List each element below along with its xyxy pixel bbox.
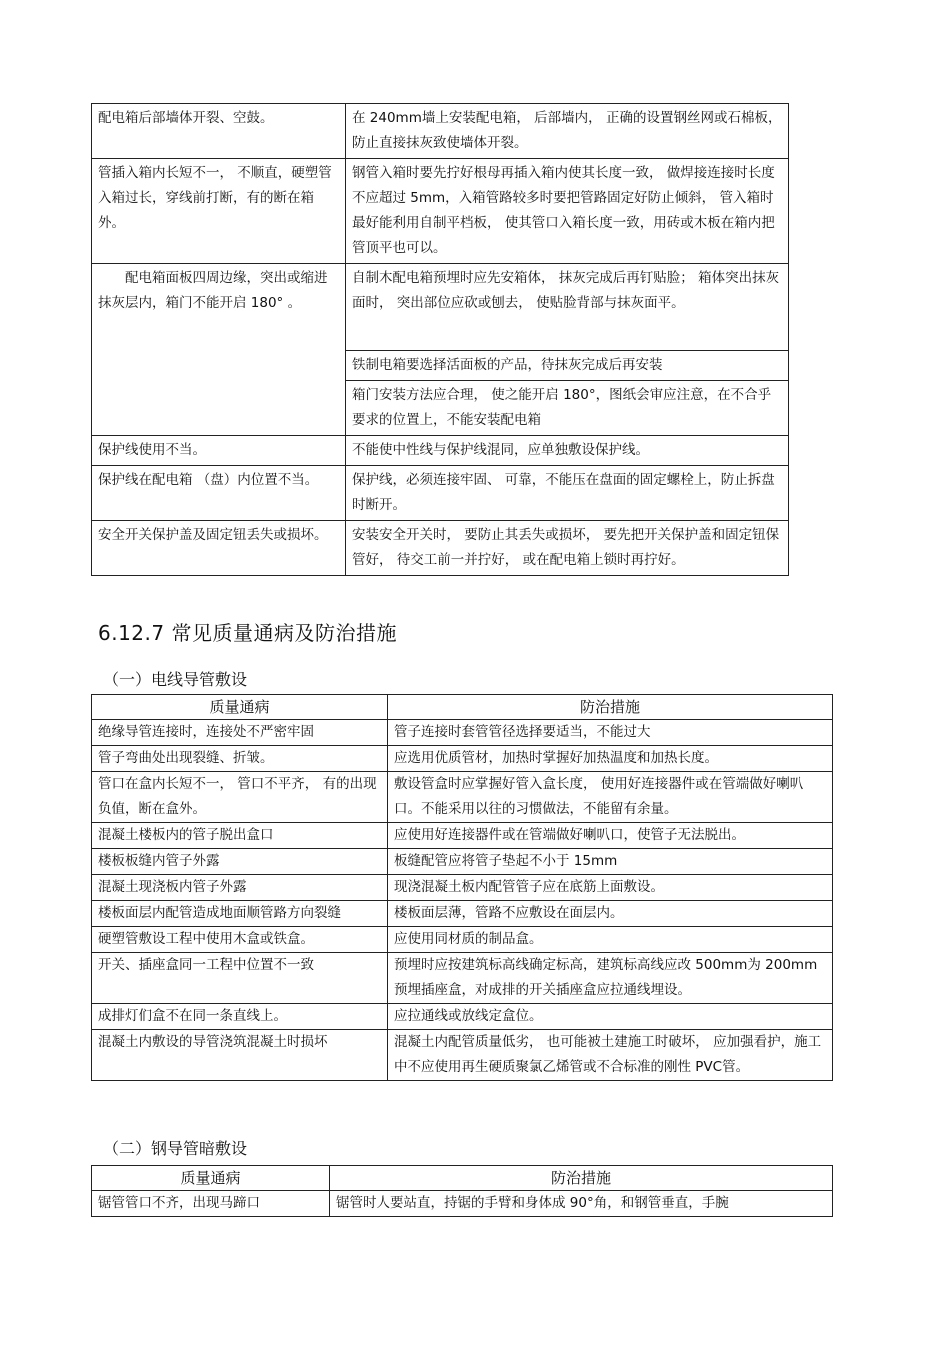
table-row [92, 772, 833, 823]
problem-cell: 开关、插座盒同一工程中位置不一致 [92, 953, 388, 1004]
measure-cell: 锯管时人要站直，持锯的手臂和身体成 90°角，和钢管垂直，手腕 [330, 1191, 833, 1217]
problem-cell: 楼板板缝内管子外露 [92, 849, 388, 875]
table-row [92, 436, 789, 466]
column-header-measure: 防治措施 [388, 695, 833, 720]
measure-cell: 楼板面层薄，管路不应敷设在面层内。 [388, 901, 833, 927]
measure-cell: 板缝配管应将管子垫起不小于 15mm [388, 849, 833, 875]
table-row [92, 159, 789, 264]
measure-cell: 钢管入箱时要先拧好根母再插入箱内使其长度一致， 做焊接连接时长度不应超过 5mm，入箱管路较多时要把管路固定好防止倾斜， 管入箱时最好能利用自制平档板， 使其管口入箱长度一致，用砖或木板在箱内把管顶平也可以。 [346, 159, 789, 264]
table-row [92, 466, 789, 521]
problem-cell: 配电箱后部墙体开裂、空鼓。 [92, 104, 346, 159]
problem-cell: 硬塑管敷设工程中使用木盒或铁盒。 [92, 927, 388, 953]
subsection-title-conduit-laying: （一）电线导管敷设 [103, 670, 248, 689]
column-header-problem: 质量通病 [92, 695, 388, 720]
measure-cell: 现浇混凝土板内配管管子应在底筋上面敷设。 [388, 875, 833, 901]
problem-cell: 安全开关保护盖及固定钮丢失或损坏。 [92, 521, 346, 576]
measure-cell: 应使用好连接器件或在管端做好喇叭口，使管子无法脱出。 [388, 823, 833, 849]
table-row [92, 823, 833, 849]
table-row [92, 720, 833, 746]
table-row [92, 104, 789, 159]
measure-cell: 自制木配电箱预埋时应先安箱体， 抹灰完成后再钉贴脸； 箱体突出抹灰面时， 突出部位应砍或刨去， 使贴脸背部与抹灰面平。 [346, 264, 789, 351]
problem-cell: 配电箱面板四周边缘，突出或缩进抹灰层内，箱门不能开启 180° 。 [92, 264, 346, 436]
problem-cell: 成排灯们盒不在同一条直线上。 [92, 1004, 388, 1030]
table-row [92, 849, 833, 875]
problem-cell: 管口在盒内长短不一， 管口不平齐， 有的出现负值，断在盒外。 [92, 772, 388, 823]
measure-cell: 在 240mm墙上安装配电箱， 后部墙内， 正确的设置钢丝网或石棉板，防止直接抹灰致使墙体开裂。 [346, 104, 789, 159]
measure-cell: 混凝土内配管质量低劣， 也可能被土建施工时破坏， 应加强看护，施工中不应使用再生硬质聚氯乙烯管或不合标准的刚性 PVC管。 [388, 1030, 833, 1081]
measure-cell: 敷设管盒时应掌握好管入盒长度， 使用好连接器件或在管端做好喇叭口。不能采用以往的习惯做法，不能留有余量。 [388, 772, 833, 823]
measure-cell: 箱门安装方法应合理， 使之能开启 180°，图纸会审应注意，在不合乎要求的位置上，不能安装配电箱 [346, 381, 789, 436]
column-header-problem: 质量通病 [92, 1166, 330, 1191]
table-row [92, 875, 833, 901]
measure-cell: 铁制电箱要选择活面板的产品，待抹灰完成后再安装 [346, 351, 789, 381]
subsection-title-steel-conduit: （二）钢导管暗敷设 [103, 1139, 248, 1158]
table-header-row [92, 695, 833, 720]
table-row [92, 1004, 833, 1030]
section-heading: 6.12.7 常见质量通病及防治措施 [98, 621, 397, 645]
problem-cell: 混凝土楼板内的管子脱出盒口 [92, 823, 388, 849]
table-row [92, 521, 789, 576]
table-row [92, 1191, 833, 1217]
problem-cell: 管插入箱内长短不一， 不顺直，硬塑管入箱过长，穿线前打断，有的断在箱外。 [92, 159, 346, 264]
table-row [92, 264, 789, 351]
measure-cell: 不能使中性线与保护线混同，应单独敷设保护线。 [346, 436, 789, 466]
measure-cell: 管子连接时套管管径选择要适当，不能过大 [388, 720, 833, 746]
column-header-measure: 防治措施 [330, 1166, 833, 1191]
measure-cell: 应使用同材质的制品盒。 [388, 927, 833, 953]
problem-cell: 保护线在配电箱 （盘）内位置不当。 [92, 466, 346, 521]
table-row [92, 1030, 833, 1081]
measure-cell: 保护线，必须连接牢固、 可靠，不能压在盘面的固定螺栓上，防止拆盘时断开。 [346, 466, 789, 521]
measure-cell: 应选用优质管材，加热时掌握好加热温度和加热长度。 [388, 746, 833, 772]
measure-cell: 安装安全开关时， 要防止其丢失或损坏， 要先把开关保护盖和固定钮保管好， 待交工前一并拧好， 或在配电箱上锁时再拧好。 [346, 521, 789, 576]
table-row [92, 901, 833, 927]
problem-cell: 锯管管口不齐，出现马蹄口 [92, 1191, 330, 1217]
table-header-row [92, 1166, 833, 1191]
table-row [92, 927, 833, 953]
problem-cell: 保护线使用不当。 [92, 436, 346, 466]
electrical-box-defects-table [91, 103, 789, 576]
steel-conduit-table [91, 1165, 833, 1217]
measure-cell: 预埋时应按建筑标高线确定标高，建筑标高线应改 500mm为 200mm预埋插座盒，对成排的开关插座盒应拉通线埋设。 [388, 953, 833, 1004]
conduit-laying-table [91, 694, 833, 1081]
table-row [92, 746, 833, 772]
table-row [92, 953, 833, 1004]
problem-cell: 管子弯曲处出现裂缝、折皱。 [92, 746, 388, 772]
problem-cell: 混凝土内敷设的导管浇筑混凝土时损坏 [92, 1030, 388, 1081]
problem-cell: 混凝土现浇板内管子外露 [92, 875, 388, 901]
problem-cell: 绝缘导管连接时，连接处不严密牢固 [92, 720, 388, 746]
measure-cell: 应拉通线或放线定盒位。 [388, 1004, 833, 1030]
problem-cell: 楼板面层内配管造成地面顺管路方向裂缝 [92, 901, 388, 927]
